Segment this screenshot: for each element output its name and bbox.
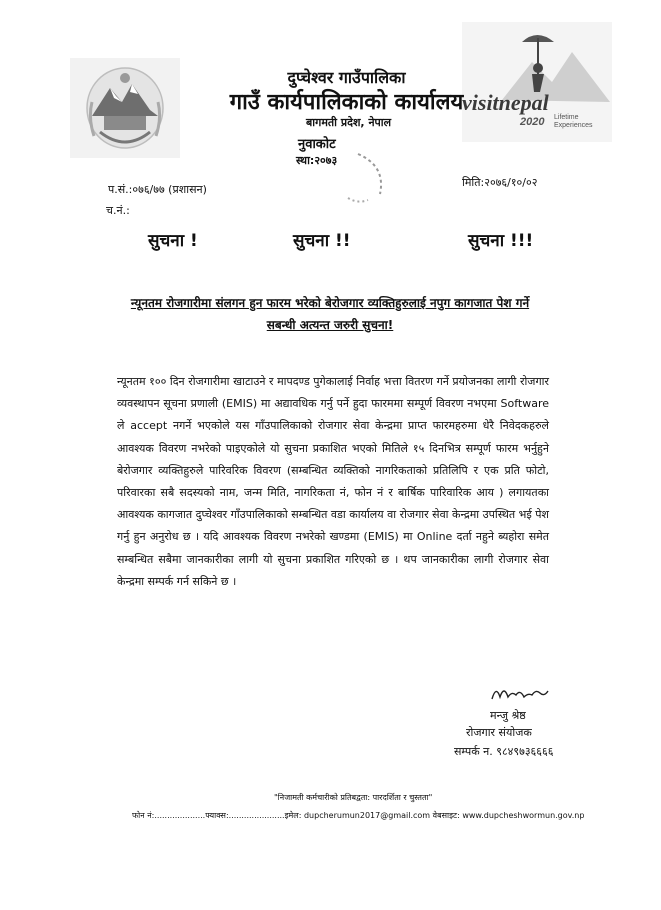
dispatch-number: च.नं.: xyxy=(106,204,130,217)
visit-nepal-year: 2020 xyxy=(520,116,545,128)
footer-motto: "निजामती कर्मचारीको प्रतिबद्वता: पारदर्शिता र चुस्तता" xyxy=(274,793,433,802)
tagline-line-1: Lifetime xyxy=(554,114,579,121)
established-line: स्था:२०७३ xyxy=(296,154,338,167)
signatory-contact: सम्पर्क न. ९८४९७३६६६६ xyxy=(454,745,554,758)
notice-heading-2: सुचना !! xyxy=(293,231,351,251)
tagline-line-2: Experiences xyxy=(554,122,593,129)
visit-nepal-tagline xyxy=(554,114,593,130)
document-date: मिति:२०७६/१०/०२ xyxy=(462,176,538,189)
notice-heading-1: सुचना ! xyxy=(148,231,198,251)
municipality-name: दुप्चेश्वर गाउँपालिका xyxy=(287,68,406,87)
office-name: गाउँ कार्यपालिकाको कार्यालय xyxy=(229,90,464,115)
signatory-title: रोजगार संयोजक xyxy=(466,726,532,739)
visit-nepal-wordmark: visitnepal xyxy=(462,90,549,115)
footer-contact-line: फोन नं:....................फ्याक्स:......................इमेल: dupcherumun2017@gmail.com वेबसाइट: www.dupcheshwormun.gov.np xyxy=(132,811,585,820)
notice-heading-3: सुचना !!! xyxy=(468,231,534,251)
handwritten-signature xyxy=(490,681,550,705)
reference-number: प.सं.:०७६/७७ (प्रशासन) xyxy=(108,183,207,196)
province-line: बागमती प्रदेश, नेपाल xyxy=(306,116,392,129)
subject-line: न्यूनतम रोजगारीमा संलगन हुन फारम भरेको बेरोजगार व्यक्तिहुरुलाई नपुग कागजात पेश गर्ने सबन्धी अत्यन्त जरुरी सुचना! xyxy=(130,296,530,332)
body-paragraph: न्यूनतम १०० दिन रोजगारीमा खाटाउने र मापदण्ड पुगेकालाई निर्वाह भत्ता वितरण गर्ने प्रयोजनका लागी रोजगार व्यवस्थापन सूचना प्रणाली (EMIS) मा अद्यावधिक गर्नु पर्ने हुदा फारममा सम्पूर्ण विवरण नभएमा Software ले accept नगर्ने भएकोले यस गाँउपालिकाको रोजगार सेवा केन्द्रमा प्राप्त फारमहरुमा धेरै निवेदकहरुले आवश्यक विवरण नभरेको पाइएकोले यो सुचना प्रकाशित भएको मितिले १५ दिनभित्र सम्पूर्ण फारम भर्नुहुने बेरोजगार व्यक्तिहुरुले पारिवरिक विवरण (सम्बन्धित व्यक्तिको नागरिकताको प्रतिलिपि र एक प्रति फोटो, परिवारका सबै सदस्यको नाम, जन्म मिति, नागरिकता नं, फोन नं र बार्षिक पारिवारिक आय ) लगायतका आवश्यक कागजात दुप्चेश्वर गाँउपालिकाको सम्बन्धित वडा कार्यालय वा रोजगार सेवा केन्द्रमा उपस्थित भई पेश गर्नु हुन अनुरोध छ । यदि आवश्यक विवरण नभरेको खण्डमा (EMIS) मा Online दर्ता नहुने ब्यहोरा समेत सम्बन्धित सबैमा जानकारीका लागी यो सुचना प्रकाशित गरिएको छ । थप जानकारीका लागी रोजगार सेवा केन्द्रमा सम्पर्क गर्न सकिने छ । xyxy=(117,375,549,588)
district-name: नुवाकोट xyxy=(298,137,336,152)
signatory-name: मन्जु श्रेष्ठ xyxy=(490,709,526,722)
